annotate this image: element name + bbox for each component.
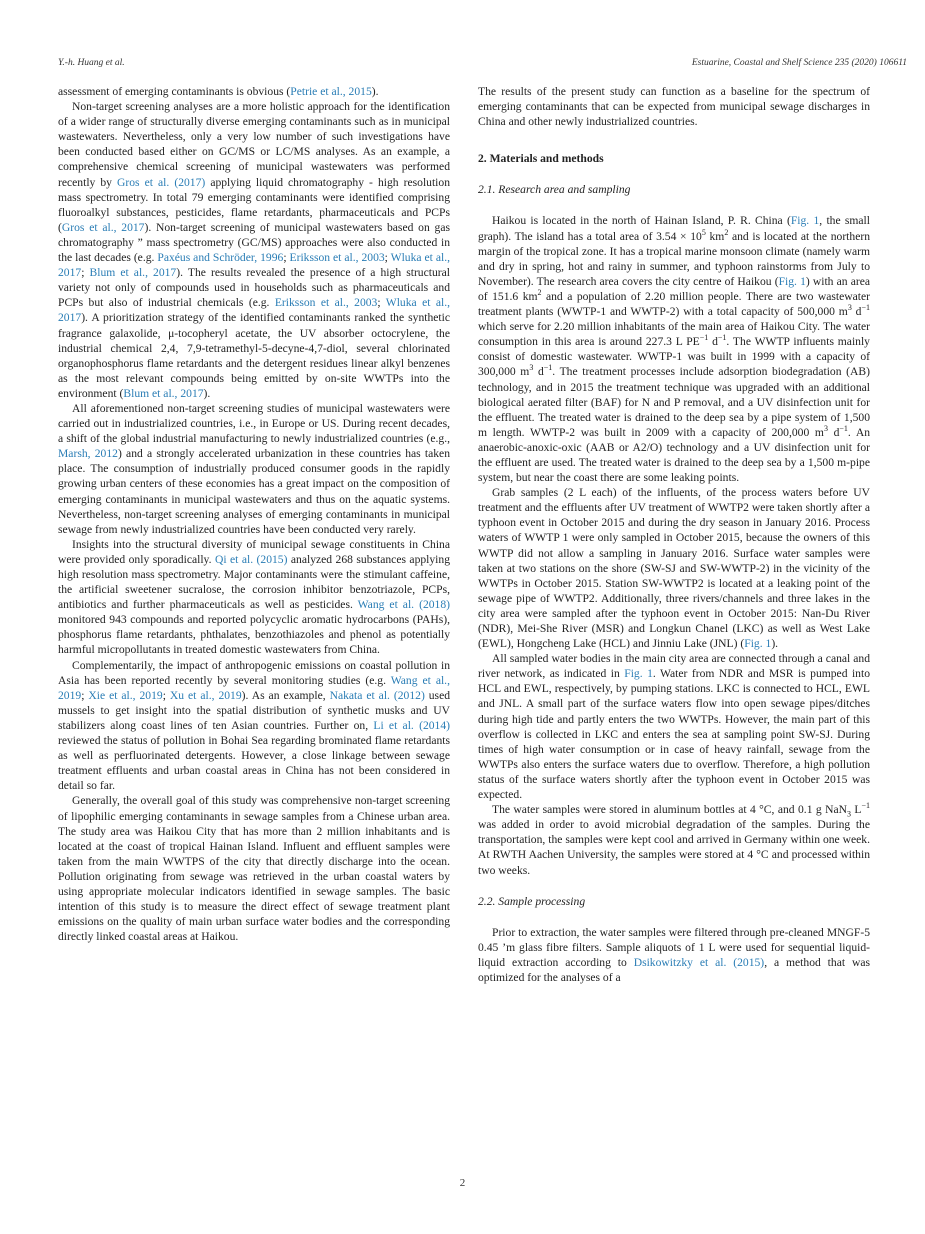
right-column bbox=[478, 84, 870, 985]
citation-link[interactable]: Xu et al., 2019 bbox=[169, 688, 242, 702]
figure-link[interactable]: Fig. 1 bbox=[744, 637, 772, 651]
paragraph: Insights into the structural diversity of municipal sewage constituents in China were provided only sporadically. Qi et al. (2015) analyzed 268 substances applying high resolution mass spectrometry. Major contaminants were the stimulant caffeine, the artificial sweetener sucralose, the corrosion inhibitor benzotriazole, PCPs, antibiotics and further pharmaceuticals as well as pesticides. Wang et al. (2018) monitored 943 compounds and reported polycyclic aromatic hydrocarbons (PAHs), phosphorus flame retardants, phthalates, benzothiazoles and phenol as potentially harmful micropollutants in treated domestic wastewaters from China. bbox=[58, 537, 450, 657]
subsection-heading: 2.1. Research area and sampling bbox=[478, 183, 631, 197]
citation-link[interactable]: Blum et al., 2017 bbox=[89, 266, 177, 280]
citation-link[interactable]: Eriksson et al., 2003 bbox=[274, 296, 378, 310]
paragraph: Complementarily, the impact of anthropogenic emissions on coastal pollution in Asia has been reported recently by several monitoring studies (e.g. Wang et al., 2019; Xie et al., 2019; Xu et al., 2019). As an example, Nakata et al. (2012) used mussels to get insight into the spatial distribution of synthetic musks and UV stabilizers along coast lines of ten Asian countries. Further on, Li et al. (2014) reviewed the status of pollution in Bohai Sea regarding brominated flame retardants as well as perfluorinated detergents. However, a close linkage between sewage treatment effluents and urban coastal areas in China has not been considered in detail so far. bbox=[58, 658, 451, 793]
running-header-journal: Estuarine, Coastal and Shelf Science 235 (2020) 106611 bbox=[691, 58, 907, 68]
paragraph: assessment of emerging contaminants is obvious (Petrie et al., 2015). bbox=[58, 85, 379, 98]
paragraph: Prior to extraction, the water samples were filtered through pre-cleaned MNGF-5 0.45 ’m glass fibre filters. Sample aliquots of 1 L were used for sequential liquid-liquid extraction according to Dsikowitzky et al. (2015), a method that was optimized for the analyses of a bbox=[478, 925, 870, 984]
citation-link[interactable]: Dsikowitzky et al. (2015) bbox=[633, 955, 765, 969]
citation-link[interactable]: Blum et al., 2017 bbox=[123, 386, 204, 400]
citation-link[interactable]: Wluka et al., 2017 bbox=[58, 296, 450, 325]
paragraph: Generally, the overall goal of this study was comprehensive non-target screening of lipophilic emerging contaminants in sewage samples from a Chinese urban area. The study area was Haikou City that has more than 2 million inhabitants and is located at the coast of tropical Hainan Island. Influent and effluent samples were taken from the main WWTPS of the city that directly discharge into the ocean. Pollution originating from sewage was retrieved in the urban coastal waters by using appropriate molecular indicators identified in sewage samples. The basic intention of this study is to measure the direct effect of sewage treatment plant emissions on the quality of main urban surface water bodies and the corresponding directly linked coastal areas at Haikou. bbox=[58, 794, 450, 944]
page-number: 2 bbox=[459, 1177, 466, 1189]
figure-link[interactable]: Fig. 1 bbox=[790, 214, 820, 228]
section-heading: 2. Materials and methods bbox=[478, 152, 604, 166]
paragraph: All aforementioned non-target screening studies of municipal wastewaters were carried out in industrialized countries, i.e., in Europe or US. During recent decades, a shift of the global industrial manufacturing to newly industrialized countries (e.g., Marsh, 2012) and a strongly accelerated urbanization in these countries has taken place. The consumption of industrially produced consumer goods in the rapidly growing urban centers of these economies has a great impact on the composition of emerging contaminants in municipal wastewaters and thus on the aquatic systems. Nevertheless, non-target screening analyses of emerging contaminants in municipal sewage from newly industrialized countries have been conducted very rarely. bbox=[58, 401, 451, 536]
figure-link[interactable]: Fig. 1 bbox=[778, 274, 806, 288]
citation-link[interactable]: Paxéus and Schröder, 1996 bbox=[157, 251, 284, 265]
paragraph: Grab samples (2 L each) of the influents, of the process waters before UV treatment and the effluents after UV treatment of WWTP2 were taken shortly after a typhoon event in October 2015 and during the dry season in January 2016. Process waters of WWTP 1 were only sampled in October 2015, because the owners of this WWTP did not allow a sampling in January 2016. Surface water samples were taken at two stations on the shore (SW-SJ and SW-WWTP-2) in the vicinity of the WWTPs in October 2015. Station SW-WWTP2 is located at a leaking point of the sewage pipe of WWTP2. Additionally, three rivers/channels and three lakes in the city area were sampled after the typhoon event in October 2015: Nan-Du River (NDR), Mei-She River (MSR) and Longkun Chanel (LKC) as well as West Lake (EWL), Hongcheng Lake (HCL) and Jinniu Lake (JNL) (Fig. 1). bbox=[478, 486, 870, 651]
citation-link[interactable]: Gros et al., 2017 bbox=[61, 220, 145, 234]
citation-link[interactable]: Li et al. (2014) bbox=[373, 718, 450, 732]
figure-link[interactable]: Fig. 1 bbox=[624, 667, 653, 681]
subsection-heading: 2.2. Sample processing bbox=[478, 894, 586, 908]
citation-link[interactable]: Gros et al. (2017) bbox=[117, 175, 206, 189]
citation-link[interactable]: Petrie et al., 2015 bbox=[290, 85, 372, 98]
paragraph: The results of the present study can function as a baseline for the spectrum of emerging contaminants that can be expected from municipal sewage discharges in China and other newly industrialized countries. bbox=[478, 85, 870, 129]
left-column bbox=[58, 84, 450, 944]
paragraph: All sampled water bodies in the main city area are connected through a canal and river network, as indicated in Fig. 1. Water from NDR and MSR is pumped into HCL and EWL, respectively, by pumping stations. LKC is connected to HCL, EWL and JNL. A small part of the surface waters flow into open sewage pipes/ditches during high tide and partly enters the two WWTPs. However, the main part of this overflow is collected in LKC and enters the sea at sampling point SW-SJ. During times of high water consumption or in case of heavy rainfall, sewage from the WWTPs also enters the surface waters due to overflow. Therefore, a high pollution status of the surface waters shortly after the typhoon event in October 2015 was expected. bbox=[478, 652, 870, 802]
citation-link[interactable]: Qi et al. (2015) bbox=[214, 552, 288, 566]
citation-link[interactable]: Marsh, 2012 bbox=[58, 447, 118, 461]
citation-link[interactable]: Nakata et al. (2012) bbox=[329, 688, 425, 702]
running-header-authors: Y.-h. Huang et al. bbox=[58, 58, 125, 68]
citation-link[interactable]: Wang et al., 2019 bbox=[58, 673, 450, 702]
paragraph: The water samples were stored in aluminum bottles at 4 °C, and 0.1 g NaN$_3$ $L^{-1}$ was added in order to avoid microbial degradation of the samples. During the transportation, the samples were kept cool and arrived in Germany within one week. At RWTH Aachen University, the samples were stored at 4 °C and processed within two weeks. bbox=[478, 801, 871, 877]
citation-link[interactable]: Eriksson et al., 2003 bbox=[289, 251, 385, 265]
citation-link[interactable]: Wang et al. (2018) bbox=[357, 598, 450, 612]
citation-link[interactable]: Xie et al., 2019 bbox=[88, 688, 163, 702]
citation-link[interactable]: Wluka et al., 2017 bbox=[58, 251, 450, 280]
paragraph: Haikou is located in the north of Hainan Island, P. R. China (Fig. 1, the small graph). The island has a total area of $3.54 \times 10^5$ $km^2$ and is located at the northern margin of the tropical zone. It has a tropical marine monsoon climate (namely warm and dry in spring, hot and rainy in summer, and typhoon rainstorms from July to November). The research area covers the city centre of Haikou (Fig. 1) with an area of 151.6 $km^2$ and a population of 2.20 million people. There are two wastewater treatment plants (WWTP-1 and WWTP-2) with a total capacity of 500,000 $m^3$ $d^{-1}$ which serve for 2.20 million inhabitants of the main area of Haikou City. The water consumption in this area is around 227.3 L $PE^{-1}$ $d^{-1}$. The WWTP influents mainly consist of domestic wastewater. WWTP-1 was built in 1999 with a capacity of 300,000 $m^3$ $d^{-1}$. The treatment processes include adsorption biodegradation (AB) technology, and in 2015 the treatment technique was upgraded with an additional biological aerated filter (BAF) for N and P removal, and a UV disinfection unit for the effluent. The treated water is drained to the deep sea by a pipe system of 1,500 m length. WWTP-2 was built in 2009 with a capacity of 200,000 $m^3$ $d^{-1}$. An anaerobic-anoxic-oxic (AAB or A2/O) technology and a UV disinfection unit for the effluent are used. The treated water is drained to the deep sea by a 1,500 m-pipe system, but near the coast there are some leaking points. bbox=[478, 214, 871, 485]
paragraph: Non-target screening analyses are a more holistic approach for the identification of a wider range of structurally diverse emerging contaminants such as in municipal wastewaters. Nevertheless, only a very low number of such investigations have been conducted based either on GC/MS or LC/MS analyses. As an example, a comprehensive chemical screening of municipal wastewaters was performed recently by Gros et al. (2017) applying liquid chromatography - high resolution mass spectrometry. In total 79 emerging contaminants were identified comprising fluoroalkyl substances, pesticides, flame retardants, pharmaceuticals and PCPs (Gros et al., 2017). Non-target screening of municipal wastewaters based on gas chromatography ” mass spectrometry (GC/MS) approaches were also conducted in the last decades (e.g. Paxéus and Schröder, 1996; Eriksson et al., 2003; Wluka et al., 2017; Blum et al., 2017). The results revealed the presence of a high structural variety not only of compounds used in households such as pharmaceuticals and PCPs but also of industrial chemicals (e.g. Eriksson et al., 2003; Wluka et al., 2017). A prioritization strategy of the identified contaminants ranked the synthetic fragrance galaxolide, μ-tocopheryl acetate, the UV absorber octocrylene, the industrial chemical 2,4, 7,9-tetramethyl-5-decyne-4,7-diol, several chlorinated organophosphorus flame retardants and the detergent residues linear alkyl benzenes as the most relevant compounds being emitted by on-site WWTPs into the environment (Blum et al., 2017). bbox=[58, 100, 450, 400]
